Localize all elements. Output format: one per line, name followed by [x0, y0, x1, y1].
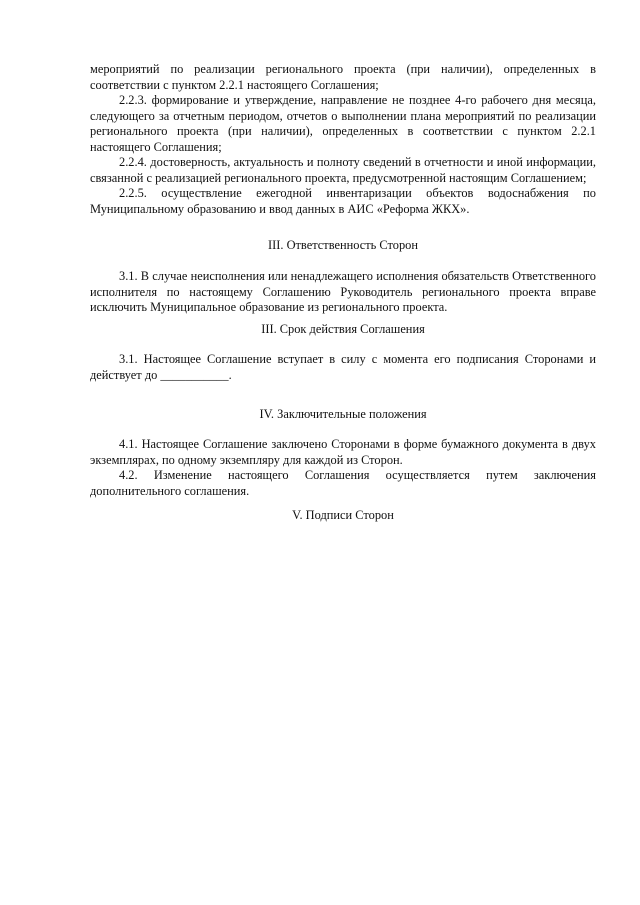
clause-4-1: 4.1. Настоящее Соглашение заключено Сторонами в форме бумажного документа в двух экземплярах, по одному экземпляру для каждой из Сторон.	[90, 437, 596, 467]
clause-2-2-4: 2.2.4. достоверность, актуальность и полноту сведений в отчетности и иной информации, связанной с реализацией регионального проекта, предусмотренной настоящим Соглашением;	[90, 155, 596, 185]
clause-2-2-3: 2.2.3. формирование и утверждение, направление не позднее 4-го рабочего дня месяца, следующего за отчетным периодом, отчетов о выполнении плана мероприятий по реализации регионального проекта (при наличии), определенных в соответствии с пунктом 2.2.1 настоящего Соглашения;	[90, 93, 596, 154]
term-block	[90, 352, 596, 383]
clause-4-2: 4.2. Изменение настоящего Соглашения осуществляется путем заключения дополнительного соглашения.	[90, 468, 596, 498]
continuation-paragraph: мероприятий по реализации регионального проекта (при наличии), определенных в соответствии с пунктом 2.2.1 настоящего Соглашения;	[90, 62, 596, 92]
clause-3-1-term: 3.1. Настоящее Соглашение вступает в силу с момента его подписания Сторонами и действует до ___________.	[90, 352, 596, 382]
intro-block	[90, 62, 596, 217]
clause-3-1-responsibility: 3.1. В случае неисполнения или ненадлежащего исполнения обязательств Ответственного исполнителя по настоящему Соглашению Руководитель регионального проекта вправе исключить Муниципальное образование из регионального проекта.	[90, 269, 596, 314]
section-title-signatures: V. Подписи Сторон	[292, 508, 394, 522]
section-title-final: IV. Заключительные положения	[259, 407, 427, 421]
responsibility-block	[90, 269, 596, 316]
final-block	[90, 437, 596, 499]
section-title-responsibility: III. Ответственность Сторон	[268, 238, 418, 252]
clause-2-2-5: 2.2.5. осуществление ежегодной инвентаризации объектов водоснабжения по Муниципальному образованию и ввод данных в АИС «Реформа ЖКХ».	[90, 186, 596, 216]
section-title-term: III. Срок действия Соглашения	[261, 322, 425, 336]
